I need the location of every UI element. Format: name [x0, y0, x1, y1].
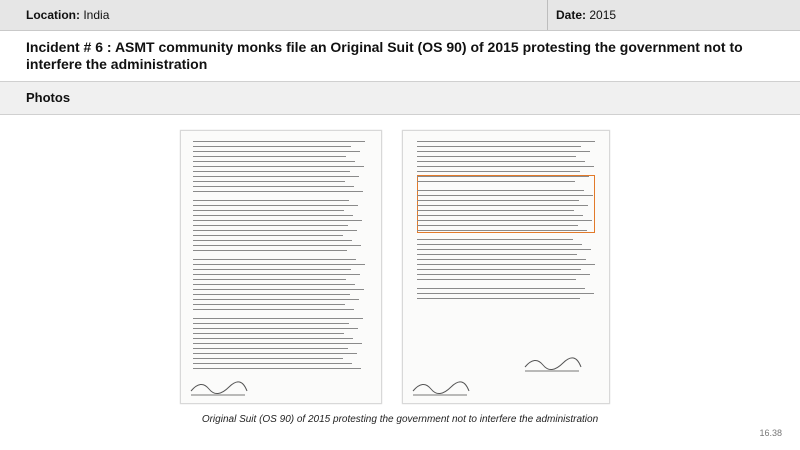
document-photo-right	[402, 130, 610, 404]
scanned-text-line	[417, 200, 579, 201]
scanned-text-line	[417, 220, 592, 221]
scanned-text-line	[193, 259, 356, 260]
scanned-text-line	[193, 333, 344, 334]
scanned-text-line	[193, 269, 351, 270]
scanned-text-line	[193, 235, 343, 236]
scanned-text-line	[417, 215, 583, 216]
scanned-text-line	[193, 279, 346, 280]
signature-stamp-icon	[523, 353, 583, 375]
scanned-text-line	[193, 368, 361, 369]
date-value: 2015	[589, 8, 617, 22]
scanned-text-line	[193, 299, 359, 300]
date-cell	[556, 0, 616, 30]
scanned-text-line	[417, 274, 590, 275]
scanned-text-line	[417, 181, 575, 182]
scanned-text-line	[193, 245, 361, 246]
page-number: 16.38	[759, 428, 782, 438]
scanned-text-line	[193, 358, 343, 359]
scanned-text-line	[193, 176, 359, 177]
scanned-text-line	[193, 156, 346, 157]
scanned-text-line	[417, 141, 595, 142]
scanned-text-line	[417, 269, 581, 270]
scanned-text-line	[193, 181, 345, 182]
photo-caption: Original Suit (OS 90) of 2015 protesting the government not to interfere the administration	[201, 414, 599, 425]
signature-stamp-icon	[189, 377, 249, 399]
scanned-text-line	[417, 156, 576, 157]
scanned-text-line	[193, 294, 350, 295]
location-cell	[26, 0, 109, 30]
scanned-text-line	[193, 166, 364, 167]
scanned-text-line	[417, 176, 589, 177]
incident-title-row	[0, 31, 800, 82]
scanned-text-line	[193, 284, 355, 285]
scanned-text-line	[417, 190, 584, 191]
scanned-text-line	[417, 259, 586, 260]
scanned-text-line	[417, 171, 580, 172]
scanned-text-line	[193, 328, 358, 329]
location-value: India	[83, 8, 110, 22]
header-divider	[547, 0, 548, 30]
scanned-text-line	[193, 264, 365, 265]
scanned-text-line	[417, 230, 587, 231]
scanned-text-line	[417, 244, 582, 245]
scanned-text-line	[193, 225, 348, 226]
scanned-text-line	[193, 348, 348, 349]
signature-stamp-icon	[411, 377, 471, 399]
scanned-text-line	[193, 210, 344, 211]
scanned-text-line	[193, 205, 358, 206]
photos-section-header	[0, 82, 800, 115]
scanned-text-line	[193, 186, 354, 187]
scanned-text-line	[417, 151, 590, 152]
incident-title: Incident # 6 : ASMT community monks file an Original Suit (OS 90) of 2015 protesting the government not to interfere the administration	[26, 39, 743, 72]
scanned-text-line	[417, 254, 577, 255]
scanned-text-line	[193, 141, 365, 142]
scanned-text-line	[193, 343, 362, 344]
scanned-text-line	[417, 293, 594, 294]
date-label: Date:	[556, 8, 587, 22]
scanned-text-line	[417, 161, 585, 162]
scanned-text-line	[193, 151, 360, 152]
scanned-text-line	[417, 298, 580, 299]
scanned-text-line	[417, 279, 576, 280]
scanned-text-line	[417, 210, 574, 211]
scanned-text-line	[417, 166, 594, 167]
scanned-text-line	[417, 249, 591, 250]
scanned-text-line	[193, 230, 357, 231]
scanned-text-line	[193, 146, 351, 147]
scanned-text-line	[417, 225, 578, 226]
scanned-text-line	[417, 195, 593, 196]
scanned-text-line	[193, 220, 362, 221]
scanned-text-line	[193, 363, 352, 364]
scanned-text-line	[193, 240, 352, 241]
location-label: Location:	[26, 8, 80, 22]
scanned-text-line	[193, 353, 357, 354]
scanned-text-line	[417, 288, 585, 289]
scanned-text-line	[417, 239, 573, 240]
scanned-text-line	[193, 161, 355, 162]
scanned-text-line	[193, 200, 349, 201]
scanned-text-line	[193, 215, 353, 216]
scanned-text-line	[193, 289, 364, 290]
scanned-text-line	[193, 250, 347, 251]
document-photo-left	[180, 130, 382, 404]
scanned-text-line	[417, 264, 595, 265]
scanned-text-line	[193, 338, 353, 339]
scanned-text-line	[417, 146, 581, 147]
scanned-text-line	[417, 205, 588, 206]
info-header-bar	[0, 0, 800, 31]
photos-label: Photos	[26, 90, 71, 105]
scanned-text-line	[193, 304, 345, 305]
scanned-text-line	[193, 274, 360, 275]
scanned-text-line	[193, 171, 350, 172]
scanned-text-line	[193, 318, 363, 319]
scanned-text-line	[193, 309, 354, 310]
scanned-text-line	[193, 191, 363, 192]
scanned-text-line	[193, 323, 349, 324]
